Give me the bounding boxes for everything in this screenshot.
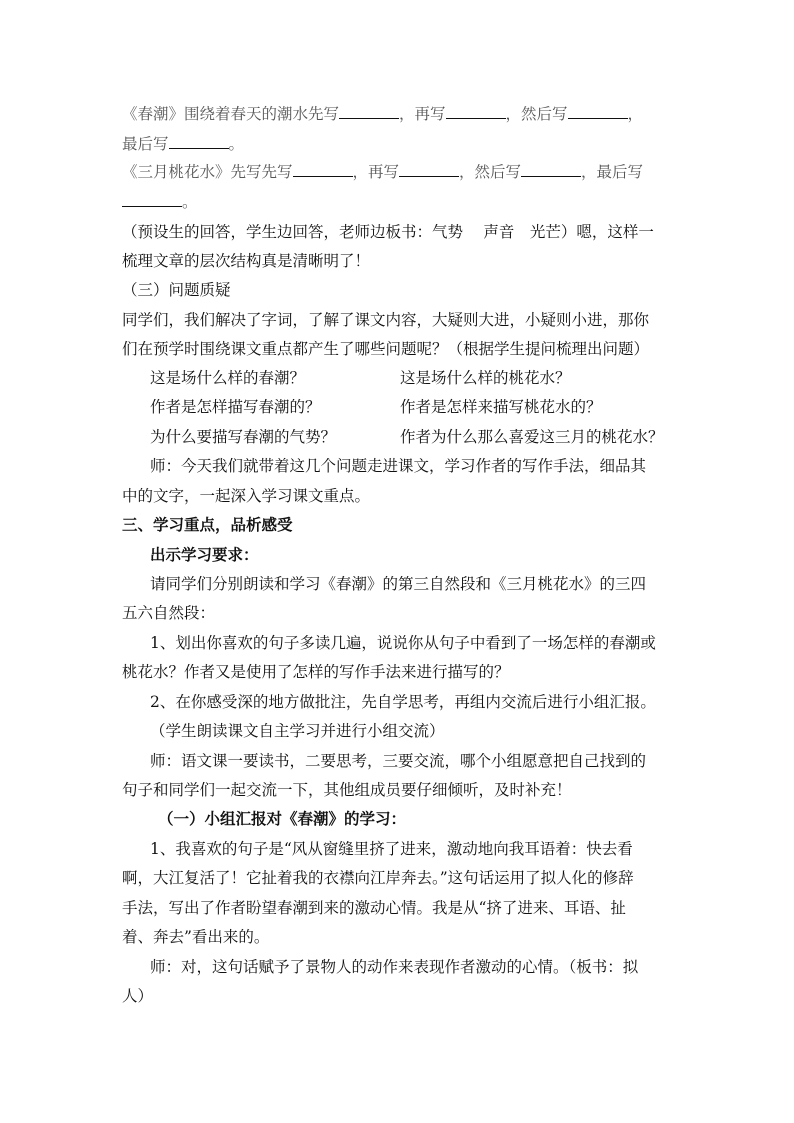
question-right: 这是场什么样的桃花水？ [400, 369, 571, 387]
section-heading: 三、学习重点，品析感受 [122, 515, 293, 534]
line2-text-a: 最后写 [122, 135, 169, 153]
paragraph-line: 啊，大江复活了！它扯着我的衣襟向江岸奔去。”这句话运用了拟人化的修辞 [122, 869, 634, 887]
paragraph-line: 2、在你感受深的地方做批注，先自学思考，再组内交流后进行小组汇报。 [150, 693, 656, 711]
line1-text-d: ， [627, 105, 644, 123]
answer-blank [169, 134, 229, 149]
paragraph-line: 句子和同学们一起交流一下，其他组成员要仔细倾听，及时补充！ [122, 781, 572, 799]
paragraph-line: 中的文字，一起深入学习课文重点。 [122, 487, 371, 505]
requirements-heading: 出示学习要求： [150, 545, 259, 564]
answer-blank [521, 162, 581, 177]
paragraph-line: 手法，写出了作者盼望春潮到来的激动心情。我是从“挤了进来、耳语、扯 [122, 899, 626, 917]
paragraph-line: 1、我喜欢的句子是“风从窗缝里挤了进来，激动地向我耳语着：快去看 [150, 840, 633, 858]
answer-blank [293, 162, 353, 177]
answer-blank [446, 104, 506, 119]
answer-blank [399, 162, 459, 177]
line3-text-d: ，最后写 [581, 163, 644, 181]
paragraph-line: 1、划出你喜欢的句子多读几遍，说说你从句子中看到了一场怎样的春潮或 [150, 634, 656, 652]
question-right: 作者为什么那么喜爱这三月的桃花水？ [400, 428, 664, 446]
paragraph-line: 同学们，我们解决了字词，了解了课文内容，大疑则大进，小疑则小进，那你 [122, 311, 650, 329]
line1-text-a: 《春潮》围绕着春天的潮水先写 [122, 105, 340, 123]
paragraph-line: 们在预学时围绕课文重点都产生了哪些问题呢？（根据学生提问梳理出问题） [122, 340, 650, 358]
paragraph-line: 师：今天我们就带着这几个问题走进课文，学习作者的写作手法，细品其 [150, 457, 647, 475]
line4-text-a: 。 [182, 193, 198, 211]
line3-text-c: ，然后写 [459, 163, 522, 181]
blank-line-1 [122, 104, 643, 124]
paragraph-line: （预设生的回答，学生边回答，老师边板书：气势 声音 光芒）嗯，这样一 [122, 223, 654, 241]
paragraph-line: 桃花水？作者又是使用了怎样的写作手法来进行描写的？ [122, 663, 510, 681]
line1-text-c: ，然后写 [505, 105, 568, 123]
question-left: 这是场什么样的春潮？ [150, 369, 306, 387]
blank-line-2 [122, 134, 244, 154]
group-report-heading: （一）小组汇报对《春潮》的学习： [158, 809, 407, 828]
subheading-questions: （三）问题质疑 [122, 281, 231, 299]
paragraph-line: （学生朗读课文自主学习并进行小组交流） [150, 722, 445, 740]
line1-text-b: ，再写 [399, 105, 446, 123]
answer-blank [568, 104, 628, 119]
paragraph-line: 师：语文课一要读书，二要思考，三要交流，哪个小组愿意把自己找到的 [150, 752, 647, 770]
paragraph-line: 师：对，这句话赋予了景物人的动作来表现作者激动的心情。（板书：拟 [150, 958, 639, 976]
paragraph-line: 梳理文章的层次结构真是清晰明了！ [122, 252, 371, 270]
question-left: 为什么要描写春潮的气势？ [150, 428, 337, 446]
paragraph-line: 人） [122, 987, 154, 1005]
answer-blank [339, 104, 399, 119]
paragraph-line: 着、奔去”看出来的。 [122, 928, 270, 946]
blank-line-3 [122, 162, 643, 182]
line3-text-b: ，再写 [352, 163, 400, 181]
question-left: 作者是怎样描写春潮的？ [150, 398, 321, 416]
line3-text-a: 《三月桃花水》先写先写 [122, 163, 293, 181]
question-right: 作者是怎样来描写桃花水的？ [400, 398, 602, 416]
paragraph-line: 五六自然段： [122, 604, 216, 622]
blank-line-4 [122, 192, 198, 212]
paragraph-line: 请同学们分别朗读和学习《春潮》的第三自然段和《三月桃花水》的三四 [150, 575, 647, 593]
line2-text-b: 。 [228, 135, 245, 153]
answer-blank [122, 192, 182, 207]
